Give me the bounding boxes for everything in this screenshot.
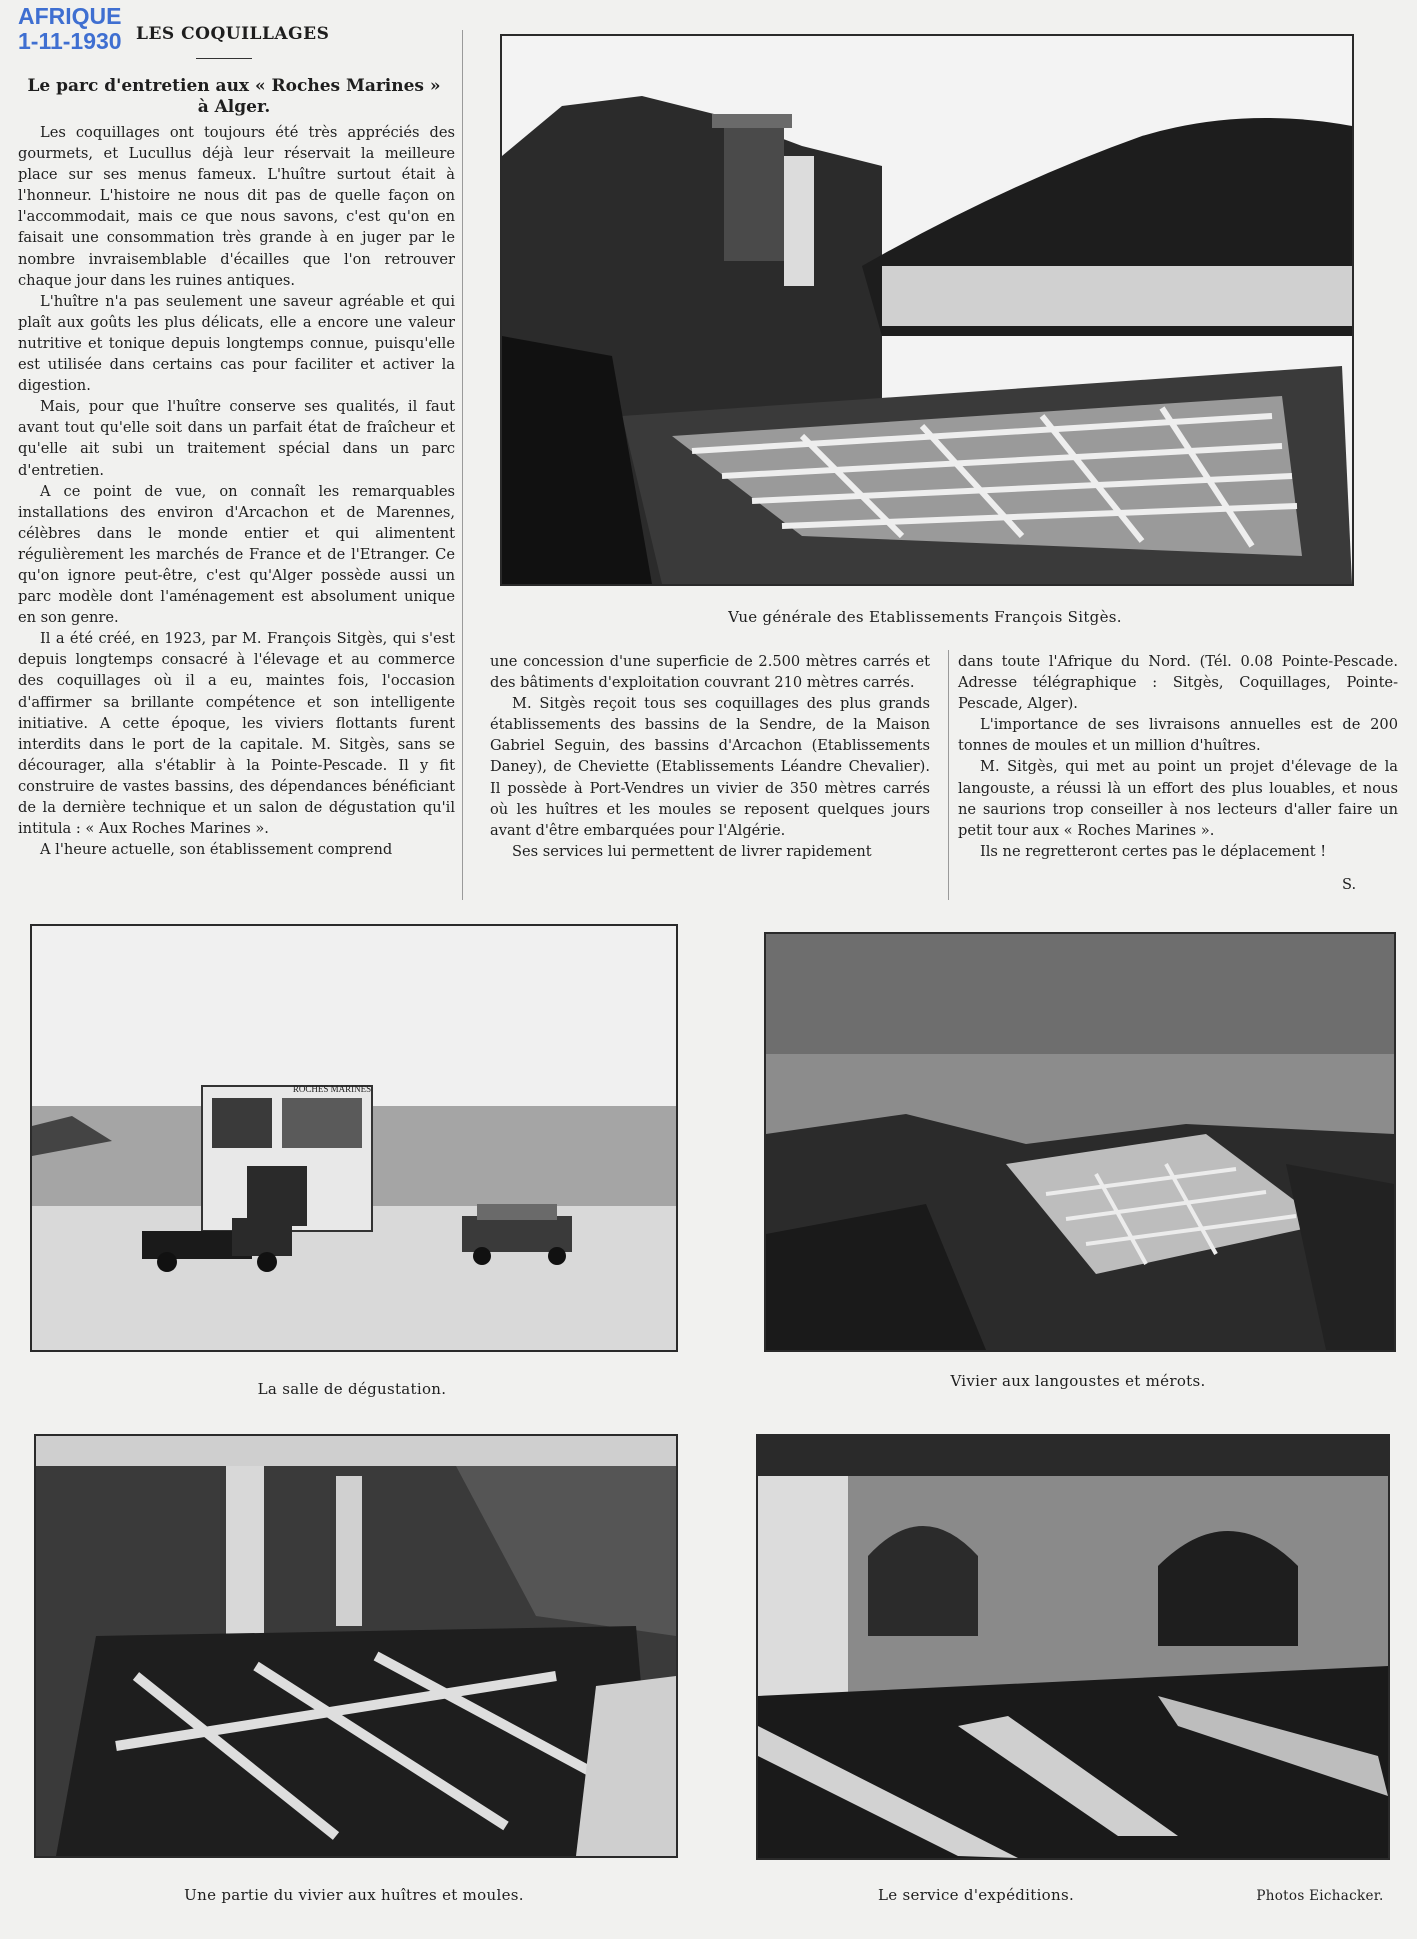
paragraph: L'huître n'a pas seulement une saveur agréable et qui plaît aux goûts les plus délicats, elle a encore une valeur nutritive et tonique depuis longtemps connue, puisqu'elle est utilisée dans certains cas pour faciliter et activer la digestion. [18, 292, 455, 395]
paragraph: Les coquillages ont toujours été très appréciés des gourmets, et Lucullus déjà leur réservait la meilleure place sur ses menus fameux. L'huître surtout était à l'honneur. L'histoire ne nous dit pas de quelle façon on l'accommodait, mais ce que nous savons, c'est qu'on en faisait une consommation très grande à en juger par le nombre invraisemblable d'écailles que l'on retrouver chaque jour dans les ruines antiques. [18, 124, 455, 289]
paragraph: Ils ne regretteront certes pas le déplacement ! [980, 842, 1327, 860]
title-divider [196, 58, 252, 59]
article-column-2 [490, 651, 930, 862]
column-divider [462, 30, 463, 900]
general-view-image [502, 36, 1352, 584]
oyster-vivarium-image [36, 1436, 676, 1856]
photo-lobster-vivarium [764, 932, 1396, 1352]
article-signature: S. [1342, 876, 1357, 893]
archive-stamp [18, 4, 122, 54]
article-column-1 [18, 122, 455, 860]
article-headline [12, 76, 456, 118]
shipping-service-image [758, 1436, 1388, 1858]
paragraph: A l'heure actuelle, son établissement comprend [40, 841, 393, 859]
column-divider [948, 650, 949, 900]
paragraph: M. Sitgès, qui met au point un projet d'élevage de la langouste, a réussi là un effort des plus louables, et nous ne saurions trop conseiller à nos lecteurs d'aller faire un petit tour aux « Roches Marines ». [958, 758, 1398, 839]
photo-oyster-vivarium [34, 1434, 678, 1858]
caption-oyster-vivarium: Une partie du vivier aux huîtres et moules. [184, 1886, 524, 1904]
headline-line2: à Alger. [197, 97, 271, 117]
caption-shipping-service: Le service d'expéditions. [877, 1886, 1075, 1904]
photo-tasting-room [30, 924, 678, 1352]
section-title: LES COQUILLAGES [136, 24, 330, 44]
tasting-room-image [32, 926, 676, 1350]
paragraph: dans toute l'Afrique du Nord. (Tél. 0.08 Pointe-Pescade. Adresse télégraphique : Sitgès, Coquillages, Pointe-Pescade, Alger). [958, 653, 1398, 713]
paragraph: une concession d'une superficie de 2.500 mètres carrés et des bâtiments d'exploitation couvrant 210 mètres carrés. [490, 653, 930, 692]
caption-lobster-vivarium: Vivier aux langoustes et mérots. [950, 1372, 1206, 1390]
paragraph: Il a été créé, en 1923, par M. François Sitgès, qui s'est depuis longtemps consacré à l'élevage et au commerce des coquillages où il a eu, maintes fois, l'occasion d'affirmer sa brillante compétence et son intelligente initiative. A cette époque, les viviers flottants furent interdits dans le port de la capitale. M. Sitgès, sans se décourager, alla s'établir à la Pointe-Pescade. Il y fit construire de vastes bassins, des dépendances bénéficiant de la dernière technique et un salon de dégustation qu'il intitula : « Aux Roches Marines ». [18, 630, 455, 838]
article-column-3 [958, 651, 1398, 862]
paragraph: M. Sitgès reçoit tous ses coquillages des plus grands établissements des bassins de la Sendre, de la Maison Gabriel Seguin, des bassins d'Arcachon (Etablissements Daney), de Cheviette (Etablissements Léandre Chevalier). Il possède à Port-Vendres un vivier de 350 mètres carrés où les huîtres et les moules se reposent quelques jours avant d'être embarquées pour l'Algérie. [490, 695, 930, 839]
lobster-vivarium-image [766, 934, 1394, 1350]
roches-marines-sign: ROCHES MARINES [292, 1084, 372, 1094]
stamp-source: AFRIQUE [18, 3, 122, 29]
caption-tasting-room: La salle de dégustation. [257, 1380, 447, 1398]
caption-general-view: Vue générale des Etablissements François Sitgès. [728, 608, 1122, 626]
headline-line1: Le parc d'entretien aux « Roches Marines » [27, 76, 441, 96]
photo-credit: Photos Eichacker. [1256, 1888, 1384, 1904]
paragraph: A ce point de vue, on connaît les remarquables installations des environ d'Arcachon et de Marennes, célèbres dans le monde entier et qui alimentent régulièrement les marchés de France et de l'Etranger. Ce qu'on ignore peut-être, c'est qu'Alger possède aussi un parc modèle dont l'aménagement est absolument unique en son genre. [18, 482, 455, 627]
photo-shipping-service [756, 1434, 1390, 1860]
paragraph: Ses services lui permettent de livrer rapidement [512, 842, 872, 860]
stamp-date: 1-11-1930 [18, 28, 122, 54]
paragraph: Mais, pour que l'huître conserve ses qualités, il faut avant tout qu'elle soit dans un parfait état de fraîcheur et qu'elle ait subi un traitement spécial dans un parc d'entretien. [18, 398, 455, 479]
paragraph: L'importance de ses livraisons annuelles est de 200 tonnes de moules et un million d'huîtres. [958, 716, 1398, 755]
photo-general-view [500, 34, 1354, 586]
